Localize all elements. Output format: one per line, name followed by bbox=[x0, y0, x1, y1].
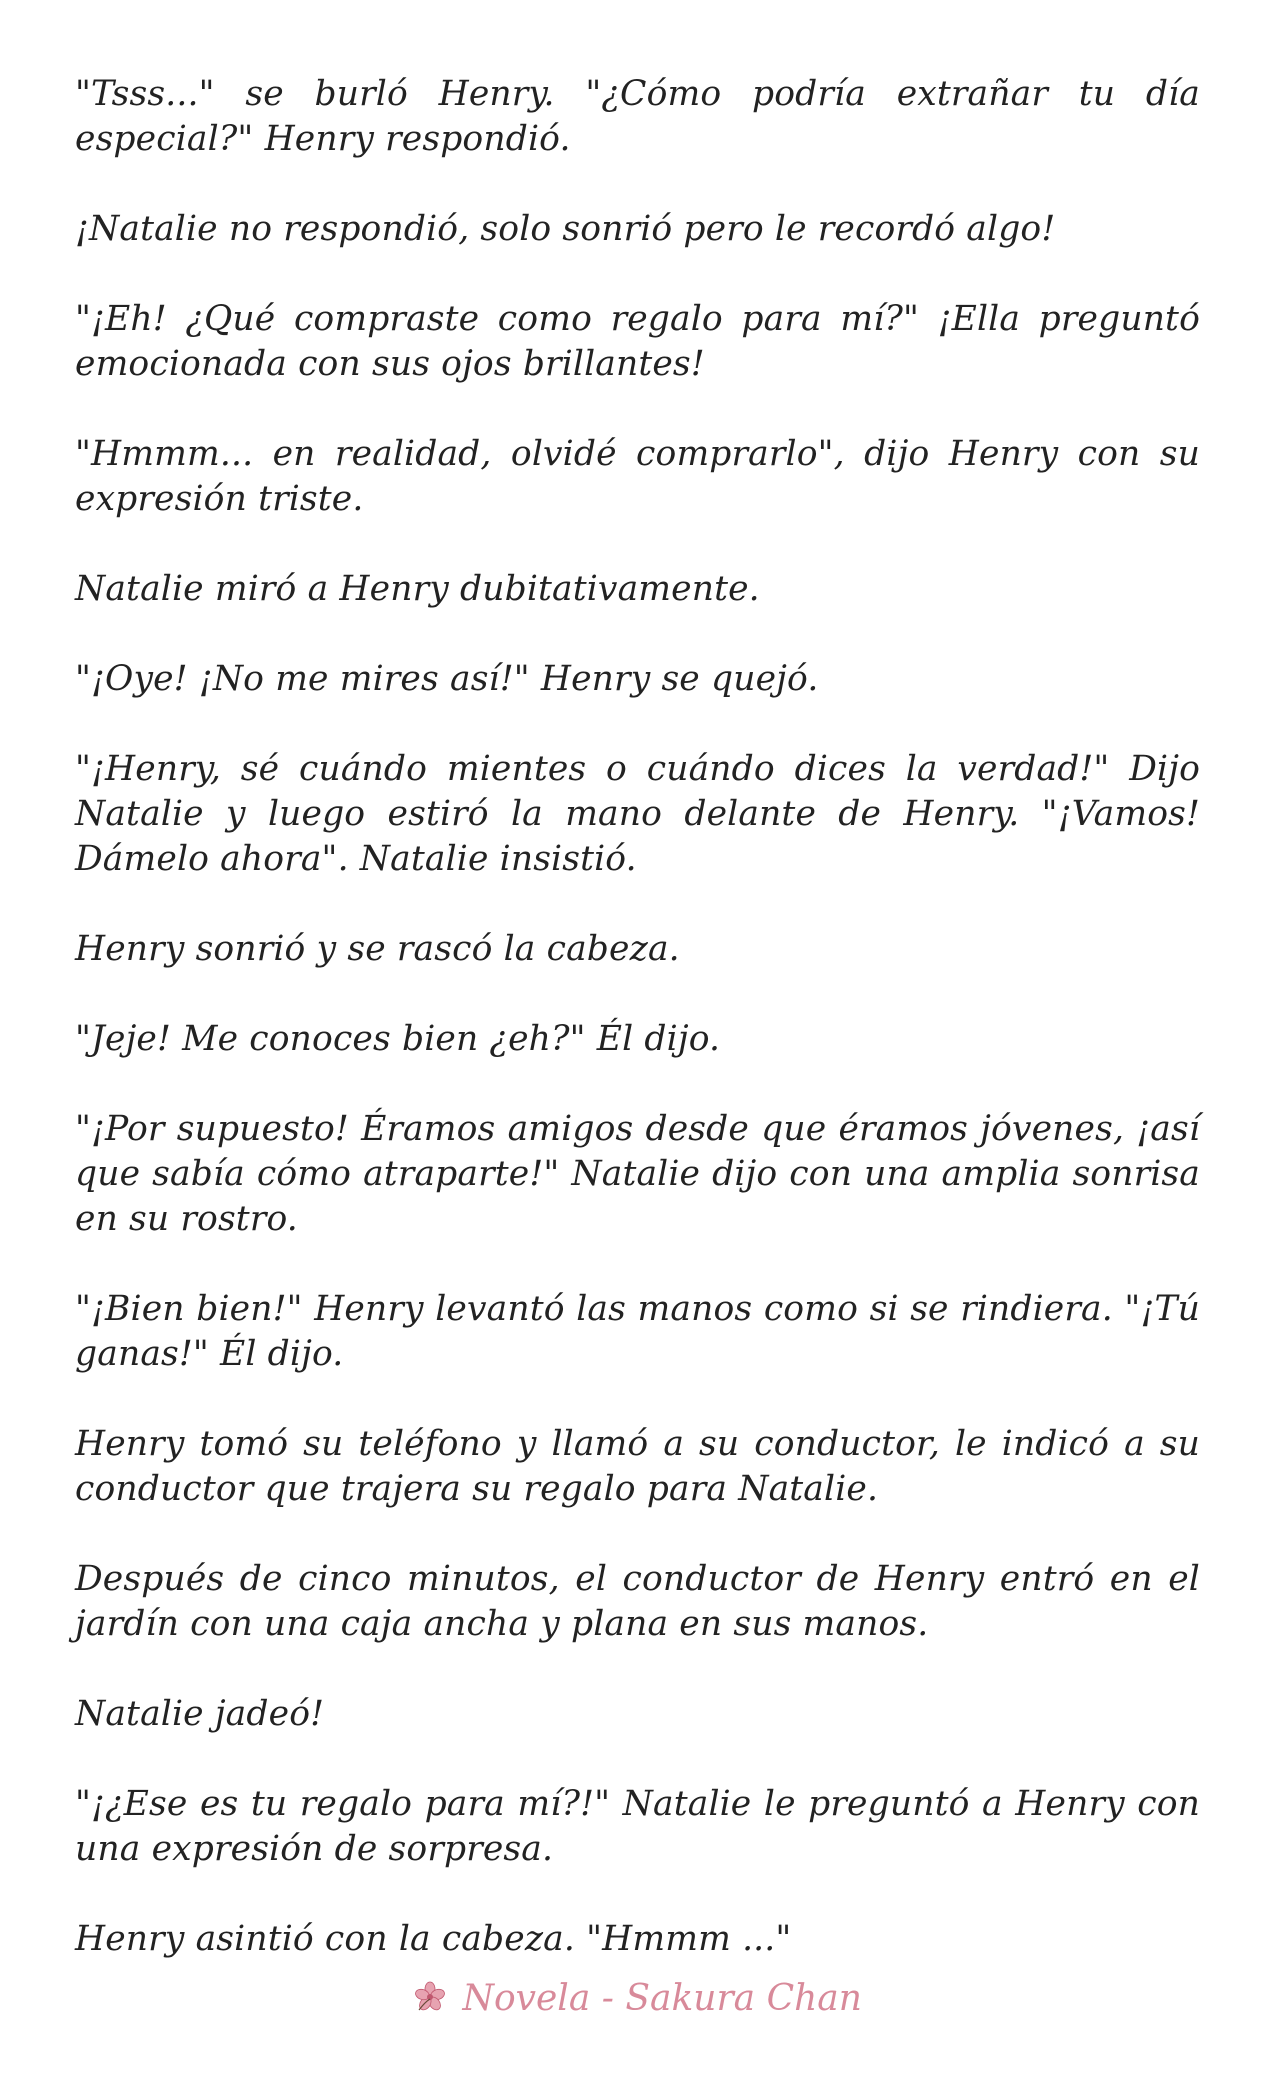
paragraph: Natalie jadeó! bbox=[75, 1694, 325, 1734]
watermark bbox=[0, 1978, 1275, 2019]
paragraph: "¡Oye! ¡No me mires así!" Henry se quejó. bbox=[75, 659, 819, 699]
paragraph: "Tsss..." se burló Henry. "¿Cómo podría extrañar tu día especial?" Henry respondió. bbox=[75, 74, 1200, 159]
paragraph: Henry sonrió y se rascó la cabeza. bbox=[75, 929, 680, 969]
sakura-flower-icon bbox=[413, 1980, 447, 2014]
paragraph: "¡Por supuesto! Éramos amigos desde que éramos jóvenes, ¡así que sabía cómo atraparte!" Natalie dijo con una amplia sonrisa en su rostro. bbox=[75, 1109, 1200, 1239]
paragraph: Henry tomó su teléfono y llamó a su conductor, le indicó a su conductor que trajera su regalo para Natalie. bbox=[75, 1424, 1200, 1509]
paragraph: "Hmmm... en realidad, olvidé comprarlo", dijo Henry con su expresión triste. bbox=[75, 434, 1200, 519]
paragraph: Natalie miró a Henry dubitativamente. bbox=[75, 569, 760, 609]
story-text bbox=[75, 72, 1200, 2007]
paragraph: "¡Bien bien!" Henry levantó las manos como si se rindiera. "¡Tú ganas!" Él dijo. bbox=[75, 1289, 1200, 1374]
watermark-text: Novela - Sakura Chan bbox=[462, 1978, 862, 2019]
paragraph: "Jeje! Me conoces bien ¿eh?" Él dijo. bbox=[75, 1019, 721, 1059]
paragraph: Después de cinco minutos, el conductor de Henry entró en el jardín con una caja ancha y plana en sus manos. bbox=[75, 1559, 1200, 1644]
paragraph: "¡Eh! ¿Qué compraste como regalo para mí?" ¡Ella preguntó emocionada con sus ojos brillantes! bbox=[75, 299, 1200, 384]
paragraph: Henry asintió con la cabeza. "Hmmm ..." bbox=[75, 1919, 792, 1959]
paragraph: "¡Henry, sé cuándo mientes o cuándo dices la verdad!" Dijo Natalie y luego estiró la mano delante de Henry. "¡Vamos! Dámelo ahora". Natalie insistió. bbox=[75, 749, 1200, 879]
paragraph: ¡Natalie no respondió, solo sonrió pero le recordó algo! bbox=[75, 209, 1056, 249]
paragraph: "¡¿Ese es tu regalo para mí?!" Natalie le preguntó a Henry con una expresión de sorpresa. bbox=[75, 1784, 1200, 1869]
